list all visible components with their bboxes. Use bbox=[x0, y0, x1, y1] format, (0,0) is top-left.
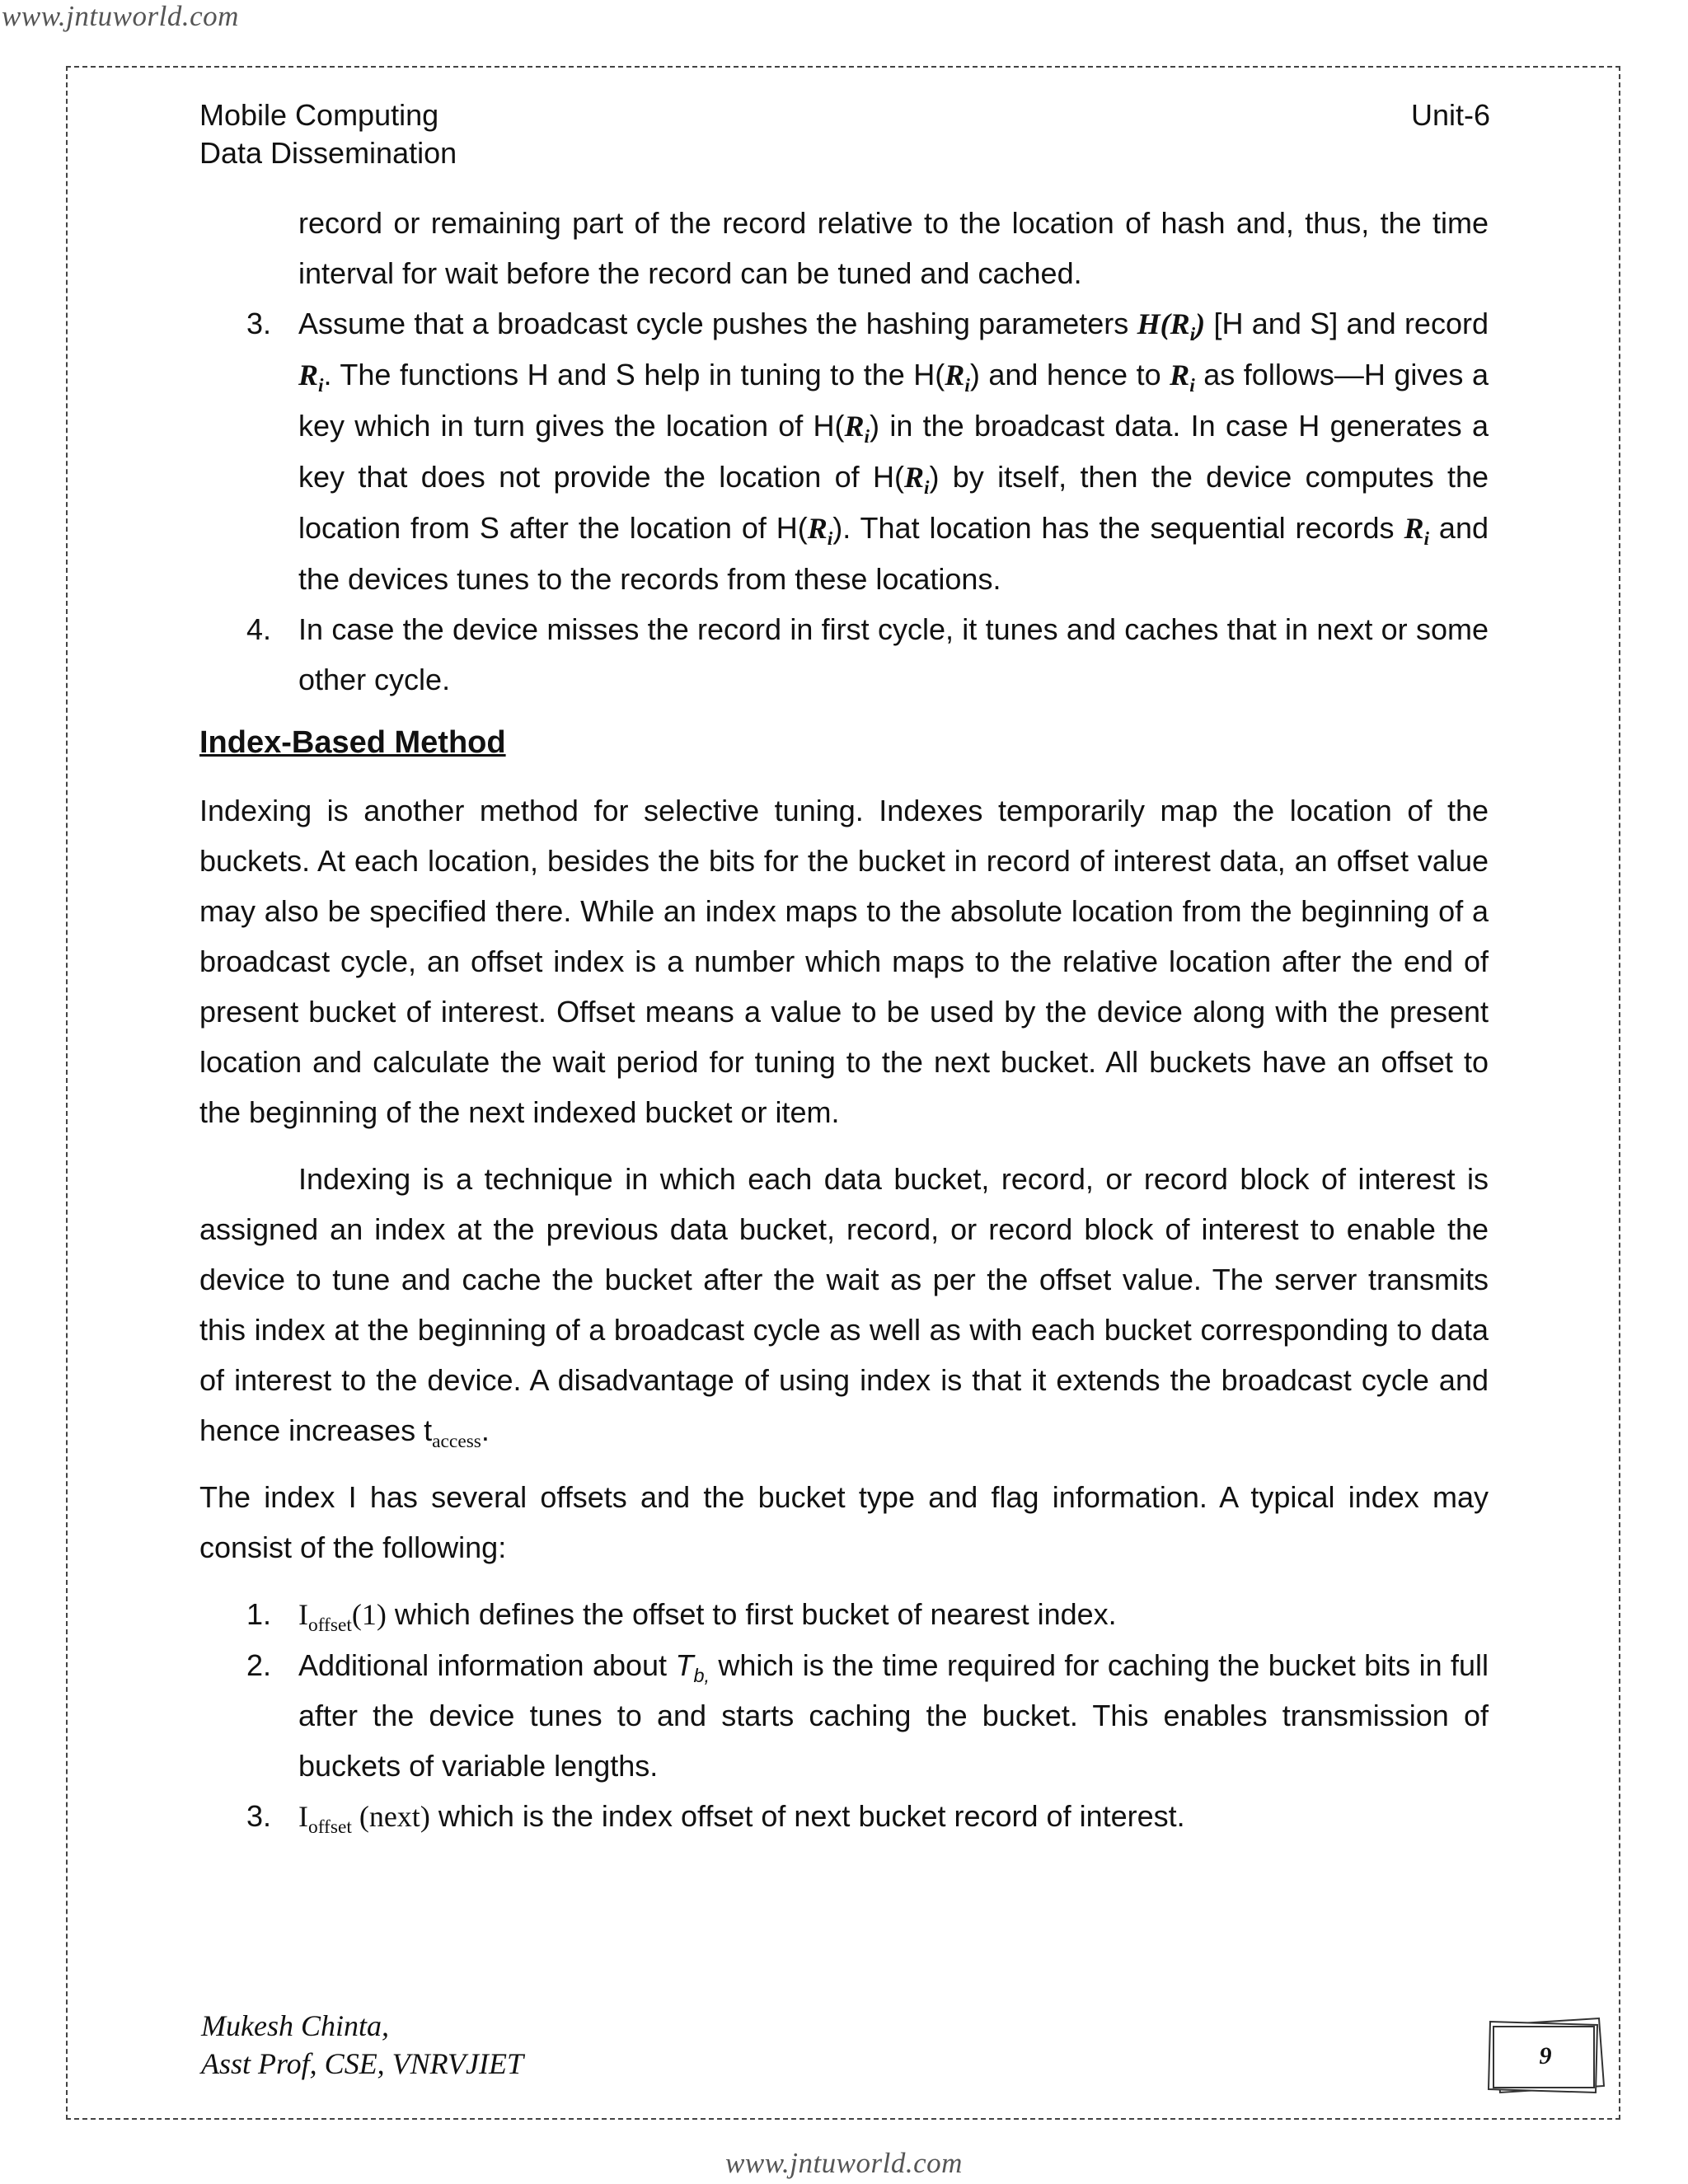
hash-notation: $H(R_i)$ bbox=[1137, 307, 1206, 346]
list-text: which is the index offset of next bucket record of interest. bbox=[429, 1799, 1185, 1833]
watermark-bottom: www.jntuworld.com bbox=[725, 2147, 963, 2179]
text-run: and the devices tunes to the records from these locations. bbox=[298, 511, 1489, 596]
text-run: which is the time required for caching the bucket bits in full after the device tunes to and starts caching the bucket. This enables transmission of buckets of variable lengths. bbox=[298, 1648, 1489, 1783]
record-symbol: $R_i$ bbox=[298, 359, 324, 397]
author-name: Mukesh Chinta, bbox=[201, 2009, 389, 2042]
paragraph bbox=[199, 1154, 1489, 1455]
section-heading: Index-Based Method bbox=[199, 725, 506, 760]
document-body bbox=[199, 198, 1489, 1842]
time-variable: $T_{b,}$ bbox=[675, 1648, 710, 1687]
record-symbol: $R_i$ bbox=[903, 461, 930, 499]
text-run: . bbox=[481, 1413, 490, 1447]
record-symbol: $R_i$ bbox=[945, 359, 970, 397]
page-number-box bbox=[1484, 2015, 1607, 2097]
hash-steps-list bbox=[199, 298, 1489, 705]
list-number: 4. bbox=[246, 612, 272, 646]
subscript: access bbox=[432, 1431, 481, 1453]
text-run: Assume that a broadcast cycle pushes the hashing parameters bbox=[298, 307, 1137, 340]
unit-label: Unit-6 bbox=[1410, 98, 1490, 132]
offset-notation: $I_{offset}$ (next) bbox=[298, 1800, 430, 1839]
list-item bbox=[199, 298, 1489, 604]
list-item bbox=[199, 1589, 1489, 1640]
list-number: 2. bbox=[246, 1648, 272, 1682]
text-run: ). That location has the sequential records bbox=[832, 511, 1404, 545]
author-title: Asst Prof, CSE, VNRVJIET bbox=[201, 2047, 523, 2080]
watermark-top: www.jntuworld.com bbox=[2, 0, 239, 32]
course-title: Mobile Computing bbox=[199, 98, 439, 132]
footer-author bbox=[201, 2007, 523, 2083]
list-text: which defines the offset to first bucket of nearest index. bbox=[386, 1597, 1117, 1631]
paragraph: The index I has several offsets and the bucket type and flag information. A typical index may consist of the following: bbox=[199, 1480, 1489, 1564]
list-number: 1. bbox=[246, 1597, 272, 1631]
record-symbol: $R_i$ bbox=[844, 410, 870, 448]
list-item bbox=[199, 1791, 1489, 1842]
list-item bbox=[199, 1640, 1489, 1791]
text-run: ) and hence to bbox=[969, 358, 1170, 391]
offset-notation: $I_{offset}(1)$ bbox=[298, 1598, 387, 1637]
list-item bbox=[199, 604, 1489, 705]
index-contents-list bbox=[199, 1589, 1489, 1842]
record-symbol: $R_i$ bbox=[807, 512, 833, 551]
text-run: Indexing is a technique in which each data bucket, record, or record block of interest is assigned an index at the previous data bucket, record, or record block of interest to enable the device to tune and cache the bucket after the wait as per the offset value. The server transmits this index at the beginning of a broadcast cycle as well as with each bucket corresponding to data of interest to the device. A disadvantage of using index is that it extends the broadcast cycle and hence increases t bbox=[199, 1162, 1489, 1447]
text-run: [H and S] and record bbox=[1205, 307, 1489, 340]
header-left bbox=[199, 96, 457, 172]
list-text: In case the device misses the record in first cycle, it tunes and caches that in next or some other cycle. bbox=[298, 612, 1489, 696]
list-number: 3. bbox=[246, 307, 272, 340]
paragraph: Indexing is another method for selective tuning. Indexes temporarily map the location of the buckets. At each location, besides the bits for the bucket in record of interest data, an offset value may also be specified there. While an index maps to the absolute location from the beginning of a broadcast cycle, an offset index is a number which maps to the relative location after the end of present bucket of interest. Offset means a value to be used by the device along with the present location and calculate the wait period for tuning to the next bucket. All buckets have an offset to the beginning of the next indexed bucket or item. bbox=[199, 794, 1489, 1129]
text-run: ) in the broadcast data. In case H generates a key that does not provide the location of H( bbox=[298, 409, 1489, 494]
record-symbol: $R_i$ bbox=[1404, 512, 1429, 551]
page-number: 9 bbox=[1539, 2042, 1552, 2069]
text-run: . The functions H and S help in tuning to the H( bbox=[323, 358, 945, 391]
list-item-continuation: record or remaining part of the record relative to the location of hash and, thus, the time interval for wait before the record can be tuned and cached. bbox=[298, 206, 1489, 290]
list-number: 3. bbox=[246, 1799, 272, 1833]
record-symbol: $R_i$ bbox=[1170, 359, 1195, 397]
text-run: Additional information about bbox=[298, 1648, 676, 1682]
text-run: as follows—H gives a key which in turn gives the location of H( bbox=[298, 358, 1489, 443]
topic-title: Data Dissemination bbox=[199, 136, 457, 170]
text-run: ) by itself, then the device computes the location from S after the location of H( bbox=[298, 460, 1489, 545]
